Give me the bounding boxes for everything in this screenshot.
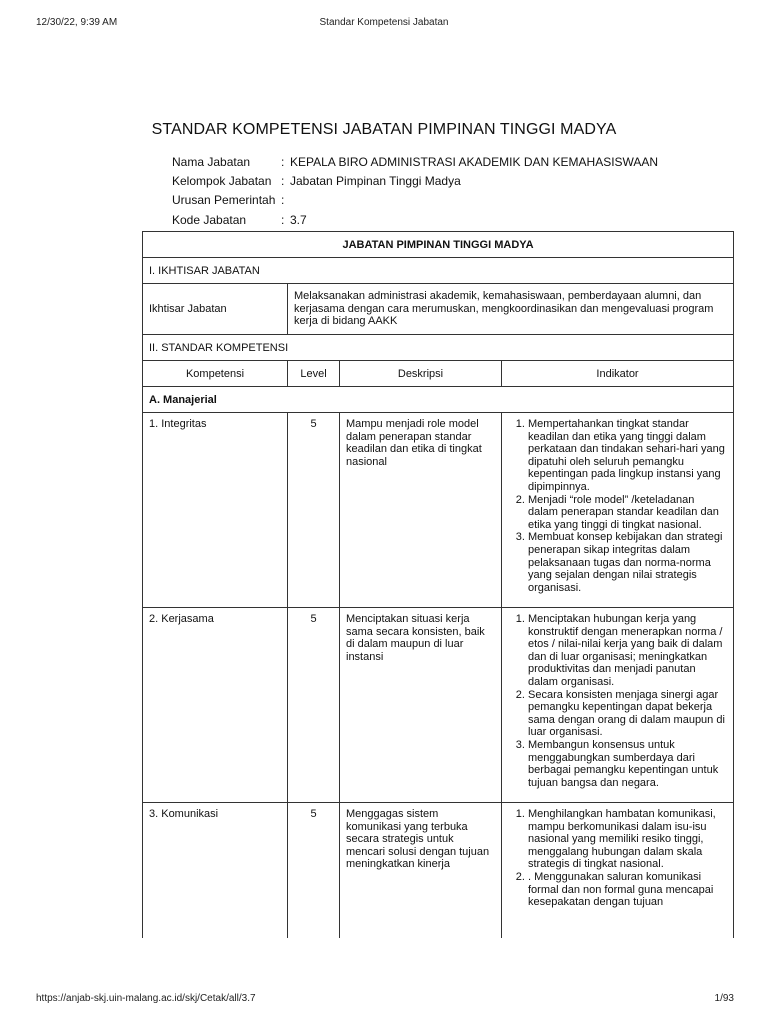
cell-kompetensi: 3. Komunikasi [143,803,288,938]
column-header-level: Level [288,361,340,387]
table-row [143,608,734,803]
indikator-item: 1. Menciptakan hubungan kerja yang konstruktif dengan menerapkan norma / etos / nilai-nilai kerja yang baik di dalam dan di luar organisasi; meningkatkan produktivitas dan menjadi panutan dalam organisasi. [528,613,727,689]
competency-table [142,231,734,938]
ikhtisar-text: Melaksanakan administrasi akademik, kemahasiswaan, pemberdayaan alumni, dan kerjasama dengan cara merumuskan, mengkoordinasikan dan mengevaluasi program kerja di bidang AAKK [288,284,734,335]
meta-info [172,155,658,232]
cell-kompetensi: 1. Integritas [143,413,288,608]
indikator-item: 3. Membangun konsensus untuk menggabungkan sumberdaya dari berbagai pemangku kepentingan untuk tujuan bangsa dan negara. [528,739,727,789]
indikator-list [508,808,727,909]
meta-label: Kelompok Jabatan [172,174,272,189]
section-row [143,258,734,284]
print-timestamp: 12/30/22, 9:39 AM [36,17,118,28]
cell-deskripsi: Menggagas sistem komunikasi yang terbuka secara strategis untuk mencari solusi dengan tujuan meningkatkan kinerja [340,803,502,938]
table-row [143,803,734,938]
cell-deskripsi: Mampu menjadi role model dalam penerapan standar keadilan dan etika di tingkat nasional [340,413,502,608]
section-row [143,335,734,361]
print-header [0,17,768,31]
indikator-item: 2. . Menggunakan saluran komunikasi formal dan non formal guna mencapai kesepakatan dengan tujuan [528,871,727,909]
column-header-row [143,361,734,387]
indikator-item: 1. Mempertahankan tingkat standar keadilan dan etika yang tinggi dalam perkataan dan tindakan sehari-hari yang dipatuhi oleh seluruh pemangku kepentingan pada lingkup instansi yang dipimpinnya. [528,418,727,494]
indikator-item: 3. Membuat konsep kebijakan dan strategi penerapan sikap integritas dalam pelaksanaan tugas dan norma-norma yang sejalan dengan nilai strategis organisasi. [528,531,727,594]
print-page-title: Standar Kompetensi Jabatan [319,17,449,28]
meta-colon: : [281,193,285,208]
table-row [143,413,734,608]
table-header-row [143,232,734,258]
meta-value: 3.7 [290,212,307,227]
column-header-kompetensi: Kompetensi [143,361,288,387]
print-footer [0,993,768,1007]
meta-label: Nama Jabatan [172,155,251,169]
cell-indikator [502,608,734,803]
ikhtisar-row [143,284,734,335]
column-header-indikator: Indikator [502,361,734,387]
indikator-list [508,418,727,594]
print-url: https://anjab-skj.uin-malang.ac.id/skj/Cetak/all/3.7 [36,993,256,1004]
cell-level: 5 [288,608,340,803]
meta-colon: : [281,155,285,169]
meta-label: Urusan Pemerintah [172,193,276,208]
meta-row-nama-jabatan [172,155,658,174]
section-standar-kompetensi: II. STANDAR KOMPETENSI [143,335,734,361]
cell-level: 5 [288,803,340,938]
indikator-list [508,613,727,789]
column-header-deskripsi: Deskripsi [340,361,502,387]
page-number: 1/93 [714,993,734,1004]
indikator-item: 2. Menjadi “role model” /keteladanan dalam penerapan standar keadilan dan etika yang tinggi di tingkat nasional. [528,494,727,532]
group-manajerial: A. Manajerial [143,387,734,413]
indikator-item: 1. Menghilangkan hambatan komunikasi, mampu berkomunikasi dalam isu-isu nasional yang memiliki resiko tinggi, menggalang hubungan dalam skala strategis di tingkat nasional. [528,808,727,871]
cell-indikator [502,413,734,608]
table-header: JABATAN PIMPINAN TINGGI MADYA [143,232,734,258]
cell-deskripsi: Menciptakan situasi kerja sama secara konsisten, baik di dalam maupun di luar instansi [340,608,502,803]
group-row [143,387,734,413]
meta-row-kelompok-jabatan [172,174,658,193]
cell-indikator [502,803,734,938]
ikhtisar-label: Ikhtisar Jabatan [143,284,288,335]
meta-row-kode-jabatan [172,213,658,232]
meta-colon: : [281,174,285,189]
cell-kompetensi: 2. Kerjasama [143,608,288,803]
meta-row-urusan-pemerintah [172,193,658,212]
document-title: STANDAR KOMPETENSI JABATAN PIMPINAN TINGGI MADYA [151,121,617,138]
meta-colon: : [281,212,285,227]
meta-label: Kode Jabatan [172,212,247,227]
indikator-item: 2. Secara konsisten menjaga sinergi agar pemangku kepentingan dapat bekerja sama dengan orang di dalam maupun di luar organisasi. [528,689,727,739]
meta-value: Jabatan Pimpinan Tinggi Madya [290,174,461,189]
cell-level: 5 [288,413,340,608]
meta-value: KEPALA BIRO ADMINISTRASI AKADEMIK DAN KEMAHASISWAAN [290,155,659,169]
section-ikhtisar-jabatan: I. IKHTISAR JABATAN [143,258,734,284]
